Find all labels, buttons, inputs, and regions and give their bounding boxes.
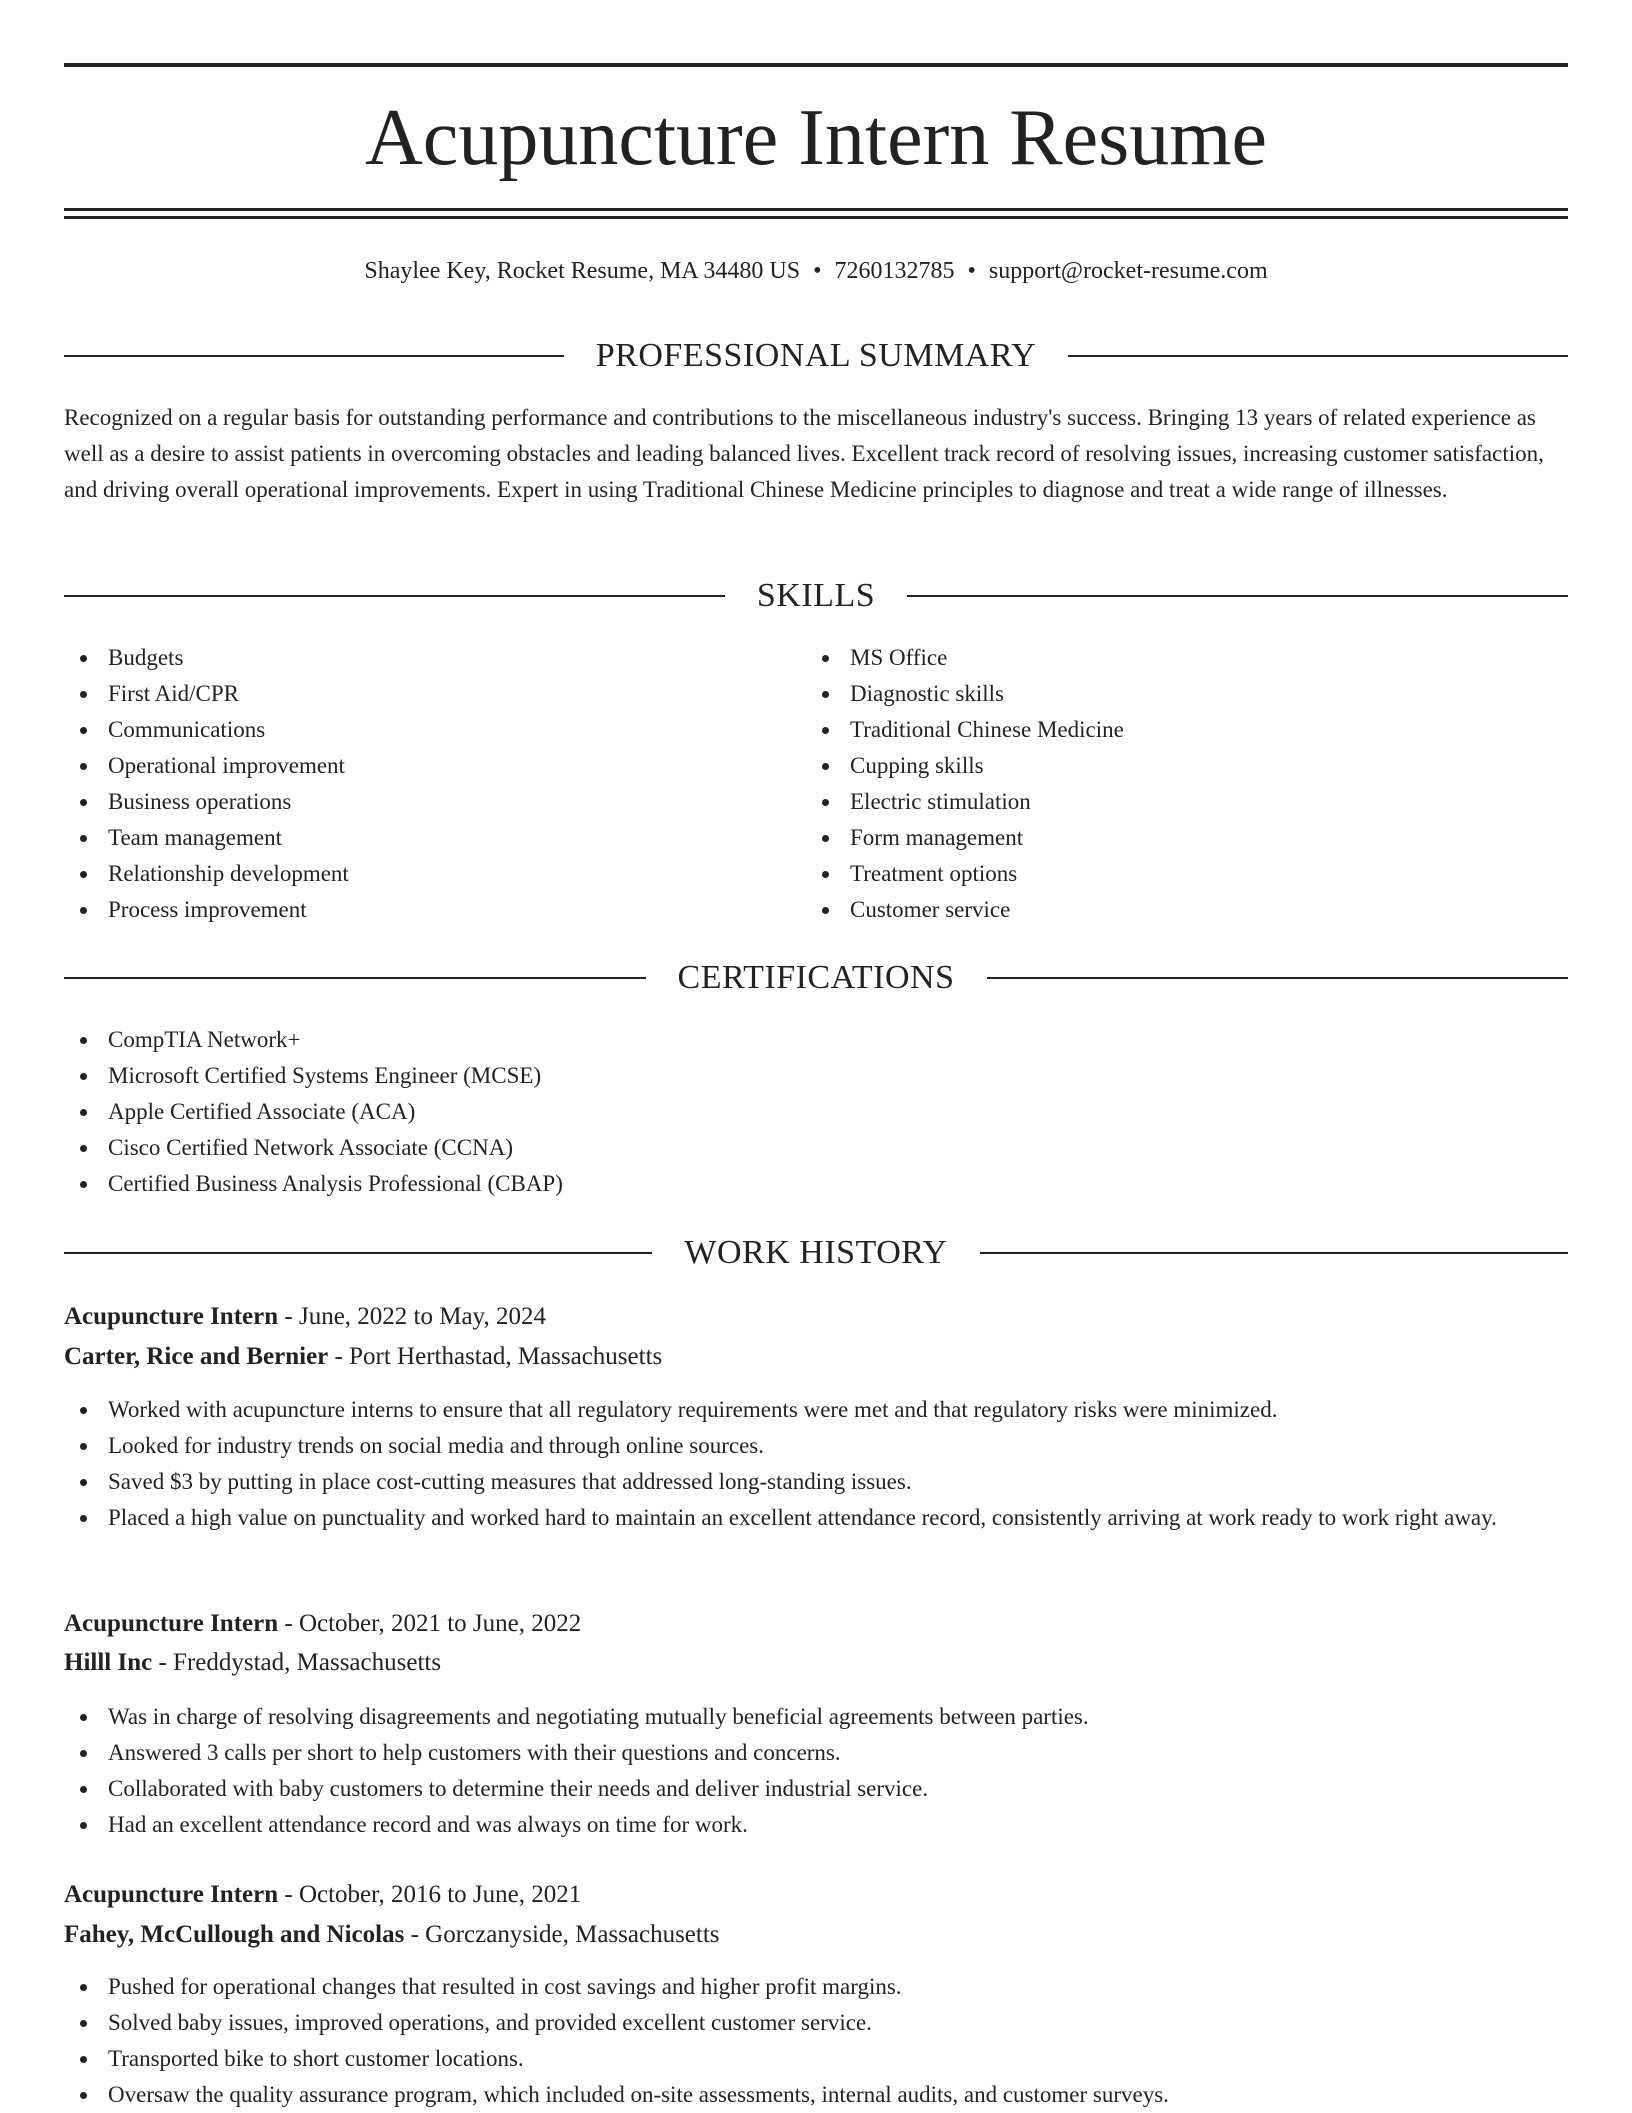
- job-role: Acupuncture Intern: [64, 1610, 279, 1637]
- title-double-rule-lower: [64, 216, 1568, 219]
- contact-line: [64, 254, 1568, 288]
- job-dates: - October, 2021 to June, 2022: [278, 1610, 582, 1637]
- job-company: Fahey, McCullough and Nicolas: [64, 1921, 405, 1948]
- top-rule: [64, 63, 1568, 67]
- section-rule-left: [64, 595, 725, 597]
- skill-item: Operational improvement: [64, 748, 804, 784]
- skill-item: Team management: [64, 820, 804, 856]
- section-header-work-history: [64, 1231, 1568, 1275]
- job-bullet: Had an excellent attendance record and was always on time for work.: [64, 1807, 1568, 1843]
- job-role: Acupuncture Intern: [64, 1881, 279, 1908]
- certification-item: Apple Certified Associate (ACA): [64, 1094, 1568, 1130]
- section-rule-right: [907, 595, 1568, 597]
- job-role: Acupuncture Intern: [64, 1303, 279, 1330]
- job-bullet: Worked with acupuncture interns to ensure that all regulatory requirements were met and that regulatory risks were minimized.: [64, 1392, 1568, 1428]
- section-rule-right: [980, 1252, 1568, 1254]
- skill-item: Diagnostic skills: [806, 676, 1546, 712]
- contact-separator: •: [967, 258, 976, 284]
- skill-item: Budgets: [64, 640, 804, 676]
- certification-item: Cisco Certified Network Associate (CCNA): [64, 1130, 1568, 1166]
- skill-item: Traditional Chinese Medicine: [806, 712, 1546, 748]
- job-bullet: Oversaw the quality assurance program, which included on-site assessments, internal audits, and customer surveys.: [64, 2077, 1568, 2113]
- skill-item: First Aid/CPR: [64, 676, 804, 712]
- job-bullets: [64, 1699, 1568, 1843]
- skill-item: Customer service: [806, 892, 1546, 928]
- section-title-work-history: WORK HISTORY: [684, 1234, 948, 1271]
- section-header-summary: [64, 334, 1568, 378]
- job-bullets: [64, 1969, 1568, 2113]
- contact-separator: •: [813, 258, 822, 284]
- section-rule-left: [64, 977, 646, 979]
- job-location: - Freddystad, Massachusetts: [152, 1649, 442, 1676]
- skill-item: Form management: [806, 820, 1546, 856]
- skills-list-left: [64, 640, 804, 928]
- job-company-line: [64, 1644, 1568, 1682]
- skill-item: Communications: [64, 712, 804, 748]
- job-bullet: Collaborated with baby customers to determine their needs and deliver industrial service.: [64, 1771, 1568, 1807]
- certification-item: CompTIA Network+: [64, 1022, 1568, 1058]
- certifications-list: [64, 1022, 1568, 1202]
- skill-item: Treatment options: [806, 856, 1546, 892]
- contact-phone: 7260132785: [834, 258, 955, 284]
- job-bullet: Pushed for operational changes that resulted in cost savings and higher profit margins.: [64, 1969, 1568, 2005]
- job-location: - Port Herthastad, Massachusetts: [328, 1343, 663, 1370]
- section-title-certifications: CERTIFICATIONS: [677, 959, 955, 996]
- skill-item: Cupping skills: [806, 748, 1546, 784]
- skill-item: Electric stimulation: [806, 784, 1546, 820]
- skills-list-right: [806, 640, 1546, 928]
- job-bullet: Looked for industry trends on social media and through online sources.: [64, 1428, 1568, 1464]
- job-bullet: Saved $3 by putting in place cost-cutting measures that addressed long-standing issues.: [64, 1464, 1568, 1500]
- skill-item: Process improvement: [64, 892, 804, 928]
- certification-item: Microsoft Certified Systems Engineer (MCSE): [64, 1058, 1568, 1094]
- contact-address: Shaylee Key, Rocket Resume, MA 34480 US: [364, 258, 801, 284]
- section-rule-right: [987, 977, 1569, 979]
- job-company: Carter, Rice and Bernier: [64, 1343, 329, 1370]
- section-header-certifications: [64, 956, 1568, 1000]
- job-bullet: Answered 3 calls per short to help customers with their questions and concerns.: [64, 1735, 1568, 1771]
- summary-text: Recognized on a regular basis for outstanding performance and contributions to the miscellaneous industry's success. Bringing 13 years of related experience as well as a desire to assist patients in overcoming obstacles and leading balanced lives. Excellent track record of resolving issues, increasing customer satisfaction, and driving overall operational improvements. Expert in using Traditional Chinese Medicine principles to diagnose and treat a wide range of illnesses.: [64, 405, 1544, 502]
- skill-item: Business operations: [64, 784, 804, 820]
- section-rule-left: [64, 1252, 652, 1254]
- job-bullet: Solved baby issues, improved operations, and provided excellent customer service.: [64, 2005, 1568, 2041]
- job-bullet: Was in charge of resolving disagreements and negotiating mutually beneficial agreements between parties.: [64, 1699, 1568, 1735]
- title-double-rule-upper: [64, 208, 1568, 211]
- job-dates: - October, 2016 to June, 2021: [278, 1881, 582, 1908]
- job-company-line: [64, 1916, 1568, 1954]
- certification-item: Certified Business Analysis Professional (CBAP): [64, 1166, 1568, 1202]
- skill-item: MS Office: [806, 640, 1546, 676]
- job-bullets: [64, 1392, 1568, 1536]
- section-rule-right: [1068, 355, 1568, 357]
- job-bullet: Transported bike to short customer locations.: [64, 2041, 1568, 2077]
- section-rule-left: [64, 355, 564, 357]
- job-bullet: Placed a high value on punctuality and worked hard to maintain an excellent attendance record, consistently arriving at work ready to work right away.: [64, 1500, 1568, 1536]
- job-location: - Gorczanyside, Massachusetts: [404, 1921, 720, 1948]
- contact-email: support@rocket-resume.com: [988, 258, 1268, 284]
- skill-item: Relationship development: [64, 856, 804, 892]
- resume-title: Acupuncture Intern Resume: [365, 94, 1267, 182]
- section-title-skills: SKILLS: [756, 577, 876, 614]
- job-role-line: [64, 1298, 1568, 1336]
- section-header-skills: [64, 574, 1568, 618]
- job-company: Hilll Inc: [64, 1649, 153, 1676]
- section-title-summary: PROFESSIONAL SUMMARY: [595, 337, 1037, 374]
- job-company-line: [64, 1338, 1568, 1376]
- job-role-line: [64, 1605, 1568, 1643]
- job-dates: - June, 2022 to May, 2024: [278, 1303, 546, 1330]
- job-role-line: [64, 1876, 1568, 1914]
